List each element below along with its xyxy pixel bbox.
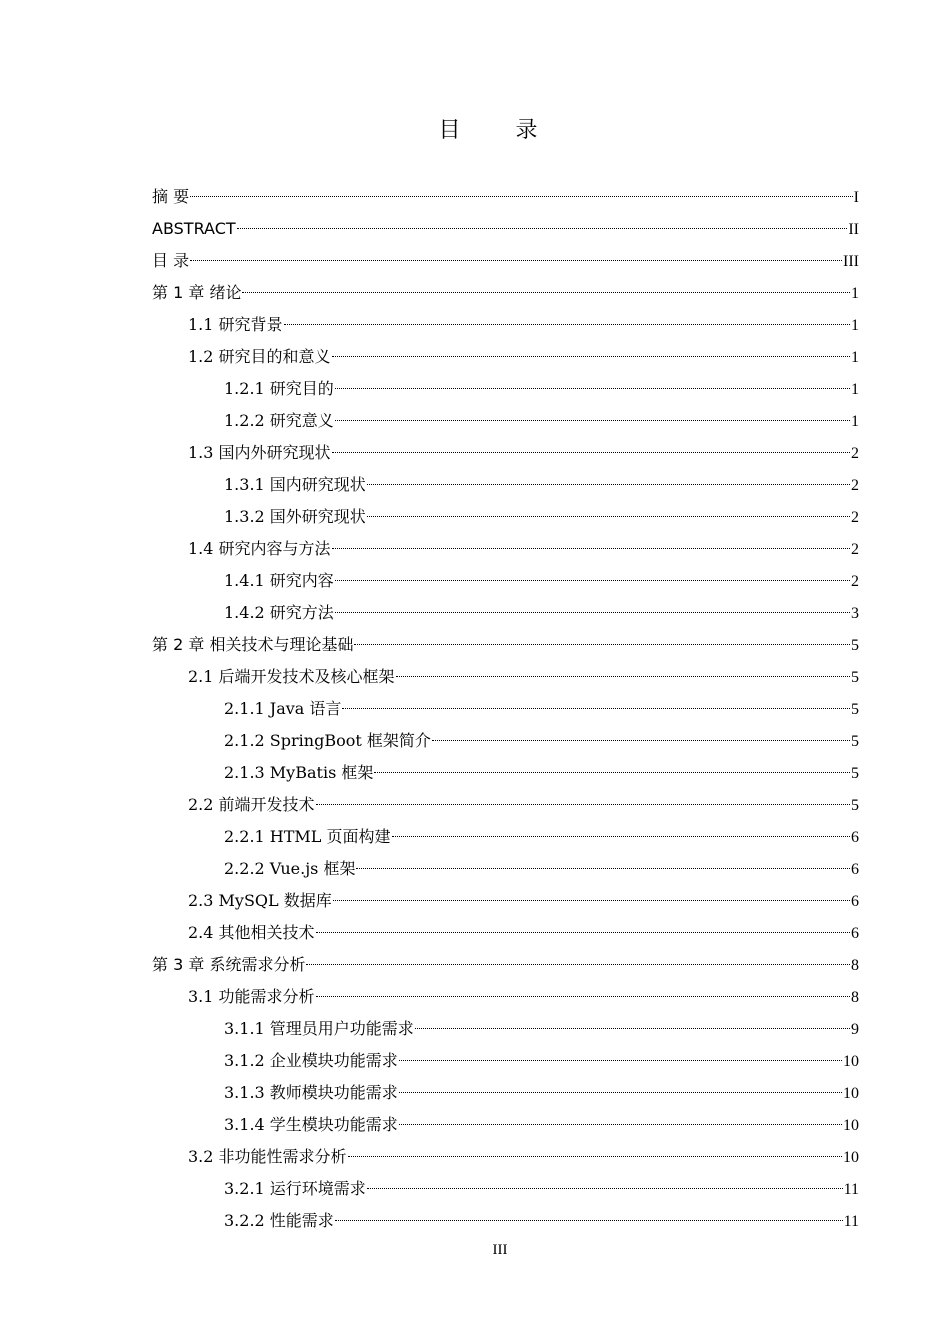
toc-entry[interactable] bbox=[152, 373, 859, 405]
toc-entry[interactable] bbox=[152, 1045, 859, 1077]
toc-entry-page: 5 bbox=[851, 733, 859, 750]
toc-entry-title: 1.3 国内外研究现状 bbox=[188, 443, 331, 462]
toc-entry[interactable] bbox=[152, 1205, 859, 1237]
toc-entry-title: 1.4 研究内容与方法 bbox=[188, 539, 331, 558]
toc-entry-title: 2.1.3 MyBatis 框架 bbox=[224, 763, 374, 782]
toc-entry-page: 2 bbox=[851, 509, 859, 526]
toc-entry[interactable] bbox=[152, 1173, 859, 1205]
dot-leader bbox=[367, 516, 850, 517]
toc-entry-page: 10 bbox=[843, 1149, 859, 1166]
toc-entry-title: 3.1.1 管理员用户功能需求 bbox=[224, 1019, 414, 1038]
dot-leader bbox=[415, 1028, 850, 1029]
dot-leader bbox=[367, 1188, 843, 1189]
toc-entry-page: 6 bbox=[851, 829, 859, 846]
dot-leader bbox=[335, 1220, 843, 1221]
dot-leader bbox=[332, 452, 850, 453]
footer-page-number: III bbox=[492, 1242, 508, 1258]
toc-entry[interactable] bbox=[152, 821, 859, 853]
toc-entry-page: 1 bbox=[851, 285, 859, 302]
dot-leader bbox=[332, 356, 850, 357]
toc-entry-title: 3.1.3 教师模块功能需求 bbox=[224, 1083, 398, 1102]
toc-entry-page: 8 bbox=[851, 957, 859, 974]
toc-entry[interactable] bbox=[152, 693, 859, 725]
toc-entry-page: I bbox=[853, 189, 859, 206]
toc-entry-page: 1 bbox=[851, 349, 859, 366]
toc-entry-title: 1.1 研究背景 bbox=[188, 315, 283, 334]
toc-entry-title: 第 3 章 系统需求分析 bbox=[152, 955, 306, 974]
toc-entry[interactable] bbox=[152, 597, 859, 629]
dot-leader bbox=[342, 708, 850, 709]
dot-leader bbox=[242, 292, 850, 293]
toc-entry-title: 第 2 章 相关技术与理论基础 bbox=[152, 635, 354, 654]
toc-entry[interactable] bbox=[152, 213, 859, 245]
toc-entry[interactable] bbox=[152, 853, 859, 885]
toc-entry[interactable] bbox=[152, 437, 859, 469]
toc-entry-page: 11 bbox=[843, 1181, 859, 1198]
toc-entry-title: 1.2.1 研究目的 bbox=[224, 379, 334, 398]
toc-entry-title: 1.4.2 研究方法 bbox=[224, 603, 334, 622]
dot-leader bbox=[399, 1060, 842, 1061]
toc-entry-page: 6 bbox=[851, 893, 859, 910]
toc-entry[interactable] bbox=[152, 661, 859, 693]
toc-entry-page: 5 bbox=[851, 765, 859, 782]
dot-leader bbox=[190, 260, 842, 261]
toc-entry-page: 10 bbox=[843, 1117, 859, 1134]
dot-leader bbox=[367, 484, 850, 485]
toc-entry-title: 3.2 非功能性需求分析 bbox=[188, 1147, 347, 1166]
toc-entry[interactable] bbox=[152, 1109, 859, 1141]
dot-leader bbox=[335, 580, 850, 581]
toc-entry-page: 3 bbox=[851, 605, 859, 622]
toc-entry[interactable] bbox=[152, 757, 859, 789]
toc-entry-page: 5 bbox=[851, 701, 859, 718]
toc-entry-page: 1 bbox=[851, 413, 859, 430]
dot-leader bbox=[432, 740, 850, 741]
toc-entry-page: 5 bbox=[851, 669, 859, 686]
toc-entry-page: 8 bbox=[851, 989, 859, 1006]
toc-entry-page: 2 bbox=[851, 477, 859, 494]
toc-entry[interactable] bbox=[152, 1077, 859, 1109]
toc-entry-page: 6 bbox=[851, 925, 859, 942]
toc-entry[interactable] bbox=[152, 917, 859, 949]
toc-entry-page: 6 bbox=[851, 861, 859, 878]
toc-entry-title: 3.1.2 企业模块功能需求 bbox=[224, 1051, 398, 1070]
toc-entry-title: 3.2.1 运行环境需求 bbox=[224, 1179, 366, 1198]
dot-leader bbox=[306, 964, 850, 965]
dot-leader bbox=[316, 804, 850, 805]
dot-leader bbox=[332, 548, 850, 549]
dot-leader bbox=[316, 932, 850, 933]
toc-entry-page: 11 bbox=[843, 1213, 859, 1230]
toc-entry[interactable] bbox=[152, 469, 859, 501]
toc-entry[interactable] bbox=[152, 789, 859, 821]
toc-entry-title: 2.1 后端开发技术及核心框架 bbox=[188, 667, 395, 686]
dot-leader bbox=[333, 900, 850, 901]
dot-leader bbox=[396, 676, 850, 677]
dot-leader bbox=[392, 836, 850, 837]
toc-entry[interactable] bbox=[152, 181, 859, 213]
toc-entry-title: 2.3 MySQL 数据库 bbox=[188, 891, 332, 910]
dot-leader bbox=[316, 996, 850, 997]
toc-entry-page: III bbox=[843, 253, 859, 270]
toc-entry-page: 5 bbox=[851, 637, 859, 654]
toc-entry-title: 1.2 研究目的和意义 bbox=[188, 347, 331, 366]
dot-leader bbox=[354, 644, 850, 645]
toc-entry-page: 2 bbox=[851, 445, 859, 462]
dot-leader bbox=[284, 324, 850, 325]
dot-leader bbox=[356, 868, 850, 869]
toc-entry-page: 2 bbox=[851, 541, 859, 558]
toc-entry[interactable] bbox=[152, 309, 859, 341]
toc-entry[interactable] bbox=[152, 245, 859, 277]
toc-entry-title: 2.4 其他相关技术 bbox=[188, 923, 315, 942]
toc-entry[interactable] bbox=[152, 565, 859, 597]
toc-entry-title: 2.1.1 Java 语言 bbox=[224, 699, 342, 718]
toc-entry-title: 目 录 bbox=[152, 251, 190, 270]
toc-entry[interactable] bbox=[152, 341, 859, 373]
dot-leader bbox=[335, 612, 850, 613]
page-title: 目 录 bbox=[438, 118, 562, 143]
dot-leader bbox=[335, 420, 850, 421]
toc-entry-page: 5 bbox=[851, 797, 859, 814]
toc-entry-title: 摘 要 bbox=[152, 187, 190, 206]
table-of-contents bbox=[152, 181, 859, 1237]
toc-entry-page: 10 bbox=[843, 1085, 859, 1102]
toc-entry[interactable] bbox=[152, 405, 859, 437]
toc-entry[interactable] bbox=[152, 501, 859, 533]
toc-entry[interactable] bbox=[152, 725, 859, 757]
toc-entry-page: 10 bbox=[843, 1053, 859, 1070]
dot-leader bbox=[237, 228, 848, 229]
toc-entry-page: 1 bbox=[851, 317, 859, 334]
toc-entry-title: 1.2.2 研究意义 bbox=[224, 411, 334, 430]
toc-entry-title: 2.2 前端开发技术 bbox=[188, 795, 315, 814]
dot-leader bbox=[374, 772, 850, 773]
dot-leader bbox=[399, 1124, 842, 1125]
toc-entry[interactable] bbox=[152, 629, 859, 661]
dot-leader bbox=[335, 388, 850, 389]
toc-entry-title: 2.2.2 Vue.js 框架 bbox=[224, 859, 356, 878]
toc-entry-title: 1.3.2 国外研究现状 bbox=[224, 507, 366, 526]
toc-entry-title: 3.1 功能需求分析 bbox=[188, 987, 315, 1006]
toc-entry-page: II bbox=[848, 221, 859, 238]
dot-leader bbox=[190, 196, 853, 197]
toc-entry[interactable] bbox=[152, 277, 859, 309]
dot-leader bbox=[399, 1092, 842, 1093]
toc-entry-title: 2.2.1 HTML 页面构建 bbox=[224, 827, 391, 846]
toc-entry-title: 1.4.1 研究内容 bbox=[224, 571, 334, 590]
toc-entry-title: ABSTRACT bbox=[152, 219, 236, 238]
toc-entry[interactable] bbox=[152, 981, 859, 1013]
toc-entry[interactable] bbox=[152, 949, 859, 981]
toc-entry-page: 9 bbox=[851, 1021, 859, 1038]
toc-entry[interactable] bbox=[152, 533, 859, 565]
dot-leader bbox=[348, 1156, 842, 1157]
toc-entry-page: 2 bbox=[851, 573, 859, 590]
toc-entry-title: 第 1 章 绪论 bbox=[152, 283, 242, 302]
toc-entry-title: 2.1.2 SpringBoot 框架简介 bbox=[224, 731, 431, 750]
toc-entry[interactable] bbox=[152, 1013, 859, 1045]
toc-entry[interactable] bbox=[152, 885, 859, 917]
toc-entry-page: 1 bbox=[851, 381, 859, 398]
toc-entry[interactable] bbox=[152, 1141, 859, 1173]
toc-entry-title: 1.3.1 国内研究现状 bbox=[224, 475, 366, 494]
toc-entry-title: 3.2.2 性能需求 bbox=[224, 1211, 334, 1230]
toc-entry-title: 3.1.4 学生模块功能需求 bbox=[224, 1115, 398, 1134]
